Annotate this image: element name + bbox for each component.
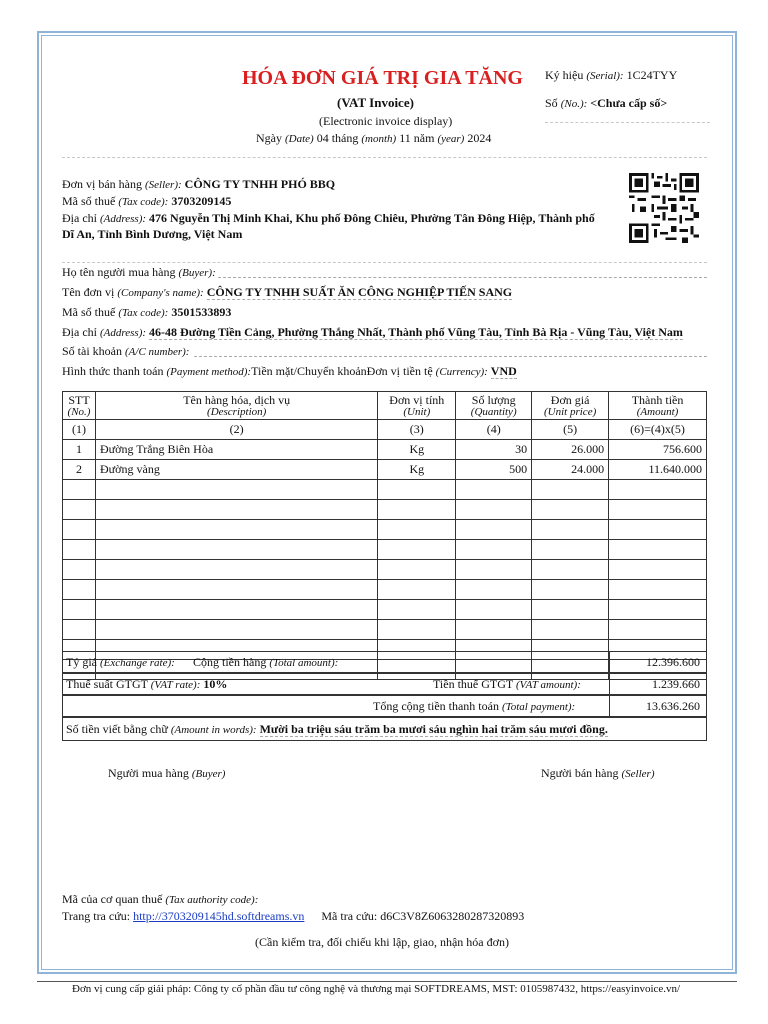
number-label: Số: [545, 96, 558, 110]
buyer-name-line: [62, 265, 707, 280]
index-cell: (2): [95, 420, 377, 440]
buyer-address-label: Địa chỉ: [62, 325, 97, 339]
currency-value: VND: [490, 364, 517, 378]
seller-name: CÔNG TY TNHH PHÓ BBQ: [184, 177, 336, 191]
buyer-company-line: [62, 285, 512, 300]
blank-line: [194, 356, 707, 357]
date-prefix: Ngày: [256, 131, 282, 145]
serial-label-en: (Serial):: [586, 70, 624, 82]
table-header-row: [63, 392, 707, 420]
words-value: Mười ba triệu sáu trăm ba mươi sáu nghìn hai trăm sáu mươi đồng.: [259, 722, 608, 736]
empty-row: [63, 560, 707, 580]
provider-note: Đơn vị cung cấp giải pháp: Công ty cổ phần đầu tư công nghệ và thương mại SOFTDREAMS, MST: 0105987432, https://easyinvoice.vn/: [72, 983, 681, 995]
vat-rate: Thuế suất GTGT (VAT rate): 10%: [66, 677, 228, 691]
row-name: Đường Trắng Biên Hòa: [95, 440, 377, 460]
empty-row: [63, 540, 707, 560]
seller-tax-label: Mã số thuế: [62, 194, 116, 208]
row-stt: 1: [63, 440, 96, 460]
col-header: Đơn vị tính (Unit): [378, 392, 456, 420]
payment-label: Hình thức thanh toán: [62, 364, 164, 378]
account-label-en: (A/C number):: [125, 346, 190, 358]
col-header: STT (No.): [63, 392, 96, 420]
row-amount: 11.640.000: [609, 460, 707, 480]
buyer-label-en: (Buyer):: [178, 267, 216, 279]
empty-row: [63, 620, 707, 640]
rate-label-en: (Exchange rate):: [100, 657, 175, 669]
month-label-en: (month): [361, 133, 397, 145]
index-cell: (4): [456, 420, 532, 440]
lookup-label: Trang tra cứu:: [62, 909, 131, 923]
authority-code-line: Mã của cơ quan thuế (Tax authority code):: [62, 892, 259, 906]
buyer-tax-code: 3501533893: [171, 305, 232, 319]
total-amount-label: Cộng tiền hàng (Total amount):: [193, 655, 339, 669]
payment-label-en: (Payment method):: [166, 366, 252, 378]
seller-tax-code: 3703209145: [171, 194, 232, 208]
seller-address-2: Dĩ An, Tỉnh Bình Dương, Việt Nam: [62, 227, 243, 241]
invoice-subtitle: (VAT Invoice): [337, 95, 414, 110]
rate-label: Tỷ giá: [66, 655, 97, 669]
payment-line: [62, 364, 517, 379]
seller-address-label-en: (Address):: [100, 213, 147, 225]
number-line: [545, 96, 667, 111]
index-cell: (3): [378, 420, 456, 440]
seller-name-label-en: (Seller):: [145, 179, 182, 191]
col-header: Đơn giá (Unit price): [532, 392, 609, 420]
footer-divider: [37, 981, 737, 982]
currency-label-en: (Currency):: [435, 366, 488, 378]
row-price: 24.000: [532, 460, 609, 480]
buyer-tax-line: [62, 305, 231, 320]
buyer-address-label-en: (Address):: [100, 327, 147, 339]
account-label: Số tài khoản: [62, 344, 122, 358]
seller-address-1: 476 Nguyễn Thị Minh Khai, Khu phố Đông Chiêu, Phường Tân Đông Hiệp, Thành phố: [149, 211, 595, 225]
buyer-address-line: [62, 325, 683, 340]
col-header: Số lượng (Quantity): [456, 392, 532, 420]
number-value: <Chưa cấp số>: [590, 96, 668, 110]
empty-row: [63, 600, 707, 620]
cell-divider: [609, 674, 610, 695]
empty-row: [63, 480, 707, 500]
check-note: (Cần kiểm tra, đối chiếu khi lập, giao, nhận hóa đơn): [255, 935, 509, 949]
row-unit: Kg: [378, 460, 456, 480]
empty-row: [63, 520, 707, 540]
index-cell: (6)=(4)x(5): [609, 420, 707, 440]
index-cell: (5): [532, 420, 609, 440]
seller-address-line: [62, 211, 595, 226]
serial-value: 1C24TYY: [626, 68, 678, 82]
section-divider: [62, 157, 707, 158]
col-header: Tên hàng hóa, dịch vụ (Description): [95, 392, 377, 420]
row-price: 26.000: [532, 440, 609, 460]
seller-address-label: Địa chỉ: [62, 211, 97, 225]
payment-value: Tiền mặt/Chuyển khoản: [251, 364, 367, 378]
company-name: CÔNG TY TNHH SUẤT ĂN CÔNG NGHIỆP TIẾN SANG: [206, 285, 513, 299]
row-qty: 30: [456, 440, 532, 460]
seller-tax-label-en: (Tax code):: [118, 196, 169, 208]
row-qty: 500: [456, 460, 532, 480]
buyer-signature: Người mua hàng (Buyer): [108, 766, 226, 780]
header-divider: [545, 122, 710, 123]
account-line: [62, 344, 707, 359]
row-amount: 756.600: [609, 440, 707, 460]
lookup-link[interactable]: http://3703209145hd.softdreams.vn: [133, 909, 305, 923]
row-stt: 2: [63, 460, 96, 480]
company-label-en: (Company's name):: [117, 287, 204, 299]
blank-line: [218, 277, 707, 278]
payment-total-label: Tổng cộng tiền thanh toán (Total payment):: [373, 699, 576, 713]
cell-divider: [609, 652, 610, 673]
date-label-en: (Date): [285, 133, 314, 145]
cell-divider: [609, 696, 610, 717]
exchange-rate: [66, 655, 175, 670]
qr-code-icon: [628, 173, 700, 243]
items-table: [62, 391, 707, 680]
buyer-label: Họ tên người mua hàng: [62, 265, 176, 279]
serial-label: Ký hiệu: [545, 68, 584, 82]
seller-name-label: Đơn vị bán hàng: [62, 177, 142, 191]
section-divider: [62, 262, 707, 263]
lookup-code-label: Mã tra cứu:: [321, 909, 378, 923]
table-row: [63, 460, 707, 480]
buyer-tax-label: Mã số thuế: [62, 305, 116, 319]
seller-signature: Người bán hàng (Seller): [541, 766, 655, 780]
amount-in-words: Số tiền viết bằng chữ (Amount in words): Mười ba triệu sáu trăm ba mươi sáu nghìn hai trăm sáu mươi đồng.: [66, 722, 608, 736]
company-label: Tên đơn vị: [62, 285, 115, 299]
total-row: [62, 651, 707, 673]
date-year: 2024: [467, 131, 492, 145]
currency-label: Đơn vị tiền tệ: [366, 364, 433, 378]
invoice-title: HÓA ĐƠN GIÁ TRỊ GIA TĂNG: [242, 67, 523, 89]
vat-amount-label: Tiền thuế GTGT (VAT amount):: [433, 677, 581, 691]
empty-row: [63, 580, 707, 600]
empty-row: [63, 500, 707, 520]
date-day: 04: [316, 131, 329, 145]
vat-rate-value: 10%: [203, 677, 228, 691]
total-amount: 12.396.600: [646, 655, 700, 669]
table-row: [63, 440, 707, 460]
payment-total: 13.636.260: [646, 699, 700, 713]
buyer-address: 46-48 Đường Tiền Cảng, Phường Thắng Nhất, Thành phố Vũng Tàu, Tỉnh Bà Rịa - Vũng Tàu, Việt Nam: [149, 325, 683, 339]
col-header: Thành tiền (Amount): [609, 392, 707, 420]
lookup-code: d6C3V8Z6063280287320893: [380, 909, 525, 923]
payment-total-row: [62, 695, 707, 717]
row-name: Đường vàng: [95, 460, 377, 480]
serial-line: [545, 68, 677, 83]
month-label: tháng: [331, 131, 359, 145]
seller-tax-line: [62, 194, 231, 209]
vat-amount: 1.239.660: [652, 677, 700, 691]
row-unit: Kg: [378, 440, 456, 460]
date-month: 11: [399, 131, 411, 145]
table-index-row: [63, 420, 707, 440]
year-label: năm: [413, 131, 435, 145]
number-label-en: (No.):: [560, 98, 588, 110]
invoice-date: [256, 131, 491, 146]
vat-row: [62, 673, 707, 695]
words-row: [62, 717, 707, 741]
index-cell: (1): [63, 420, 96, 440]
year-label-en: (year): [437, 133, 465, 145]
display-note: (Electronic invoice display): [319, 114, 453, 128]
lookup-line: [62, 909, 524, 924]
buyer-tax-label-en: (Tax code):: [118, 307, 169, 319]
seller-name-line: [62, 177, 335, 192]
